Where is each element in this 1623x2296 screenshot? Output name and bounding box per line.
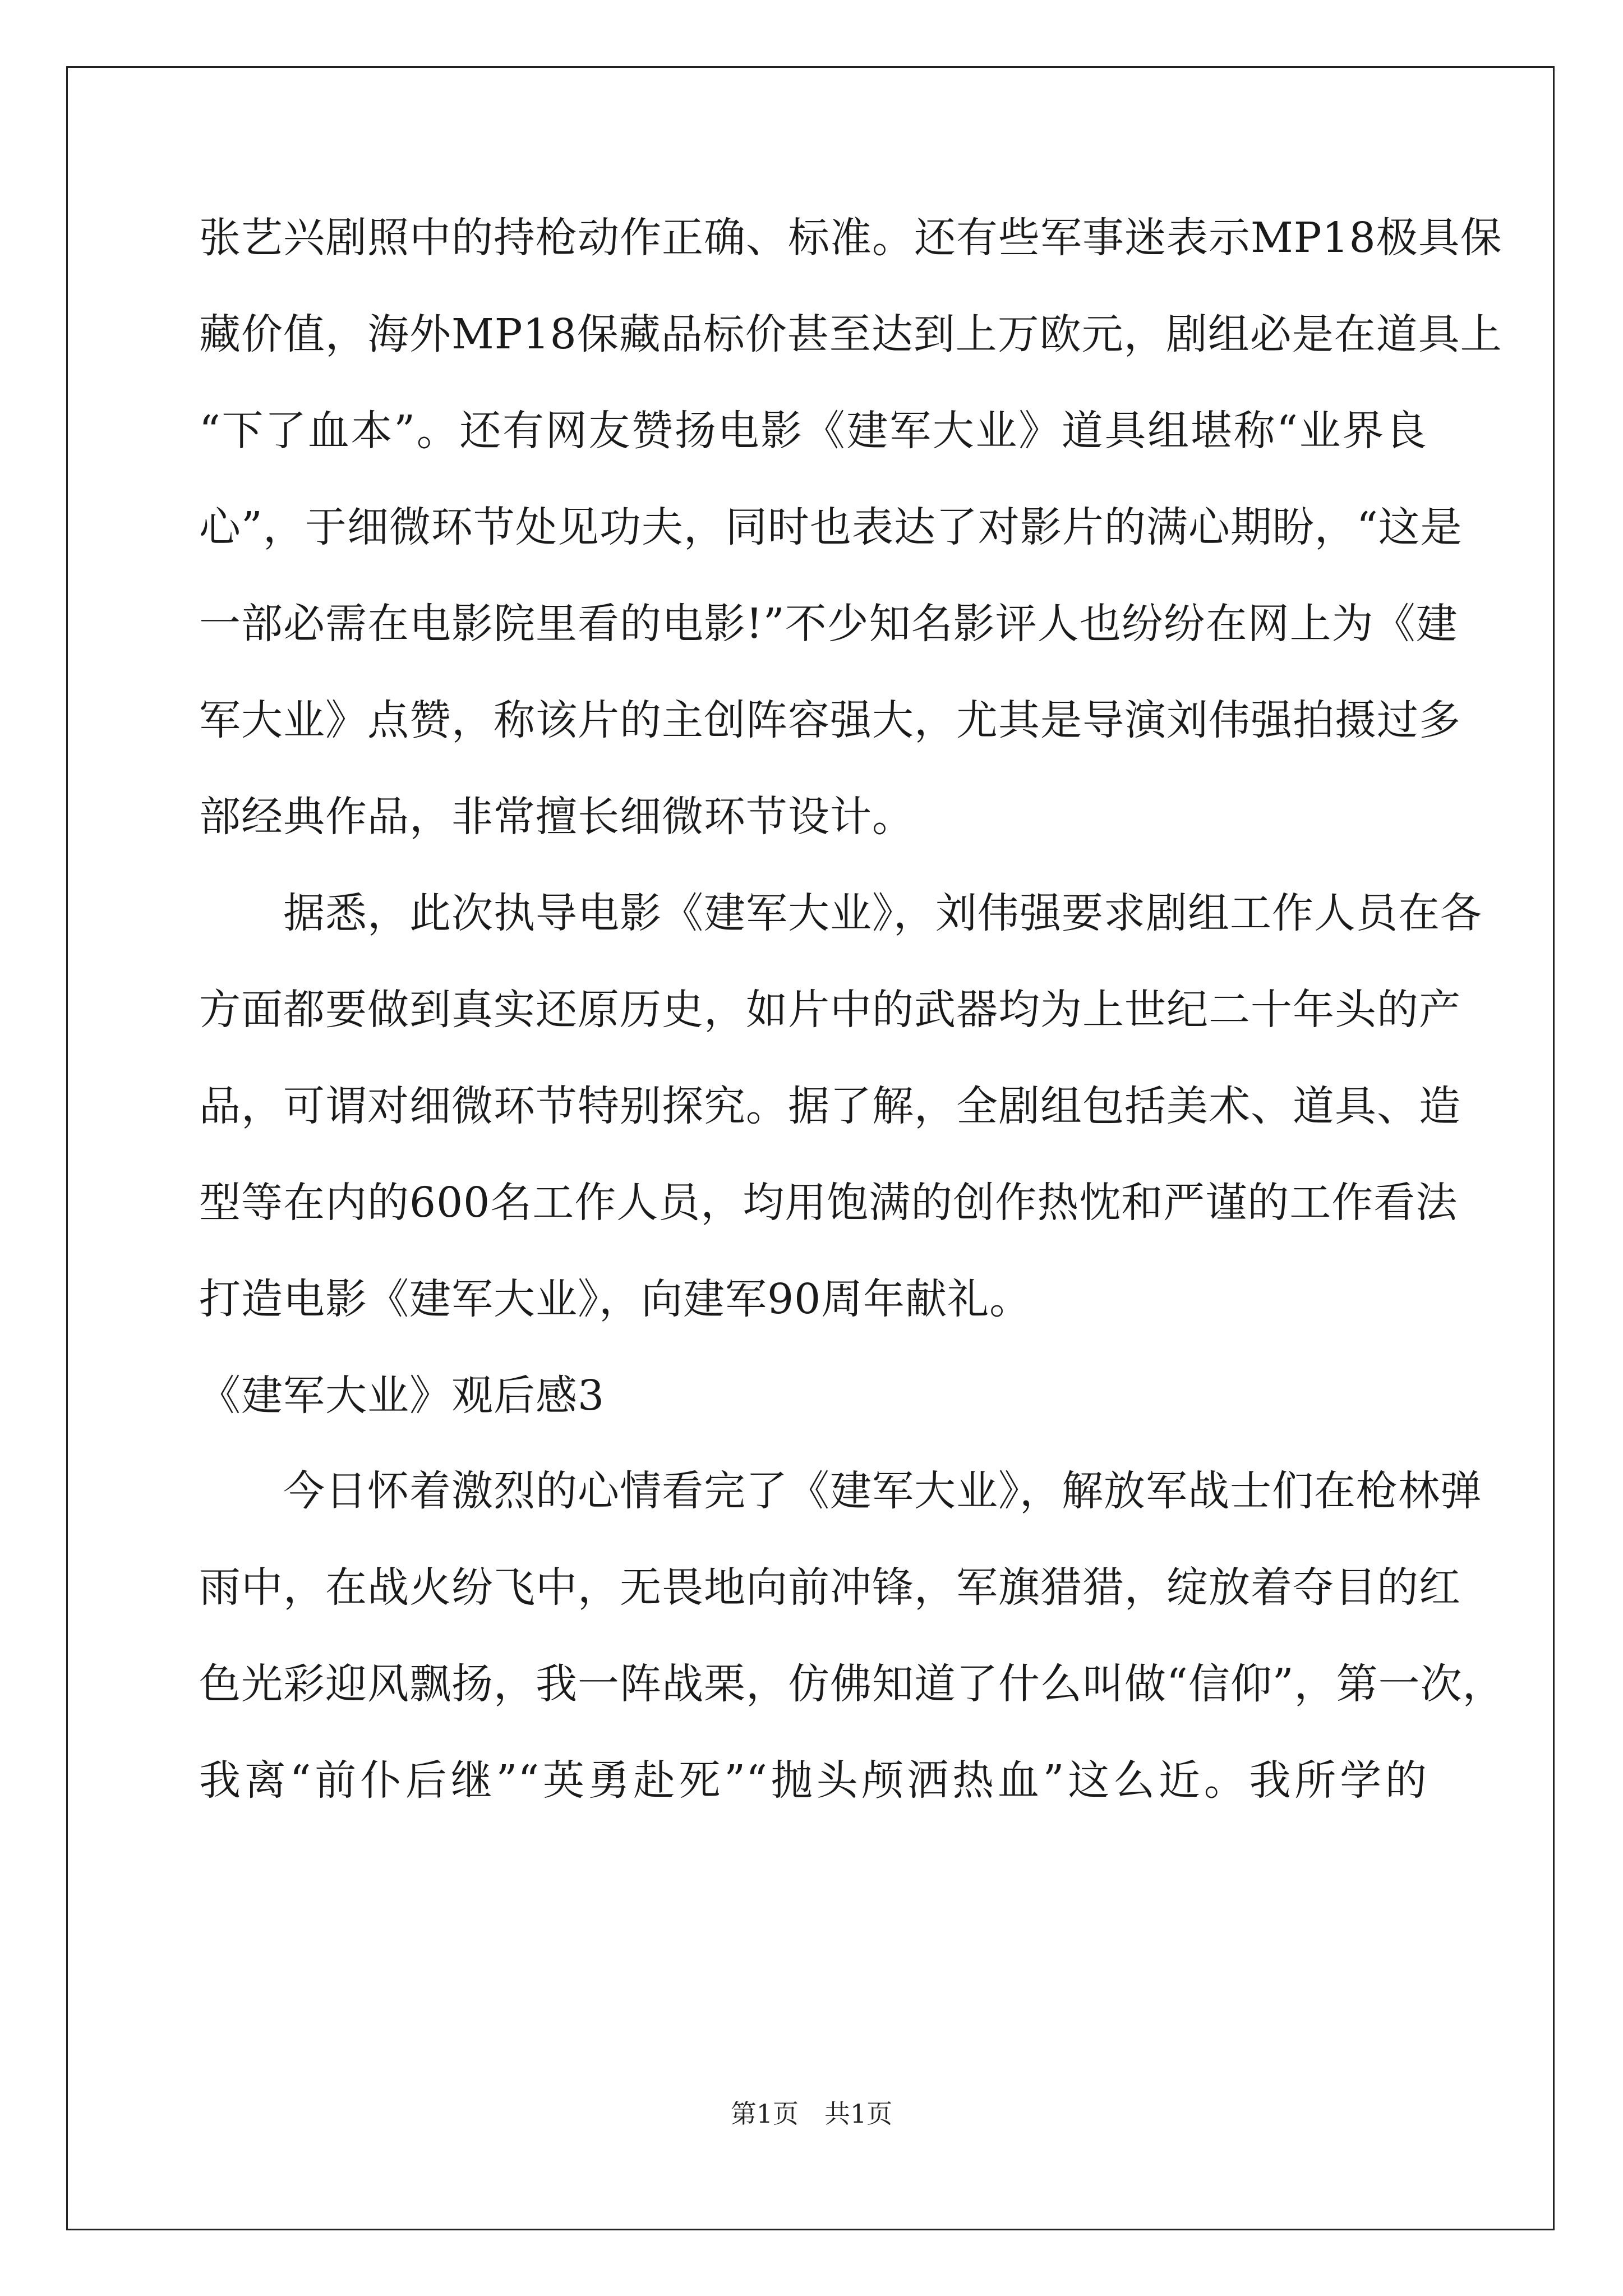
text-line: 心”，于细微环节处见功夫，同时也表达了对影片的满心期盼，“这是 bbox=[199, 503, 1463, 551]
heading-text: 《建军大业》观后感3 bbox=[199, 1372, 605, 1420]
text-line: 我离“前仆后继”“英勇赴死”“抛头颅洒热血”这么近。我所学的 bbox=[199, 1756, 1427, 1805]
text-line: 色光彩迎风飘扬，我一阵战栗，仿佛知道了什么叫做“信仰”，第一次， bbox=[199, 1660, 1505, 1708]
text-line: 打造电影《建军大业》，向建军90周年献礼。 bbox=[199, 1275, 1032, 1323]
text-line: 部经典作品，非常擅长细微环节设计。 bbox=[199, 793, 914, 841]
text-line: 张艺兴剧照中的持枪动作正确、标准。还有些军事迷表示MP18极具保 bbox=[199, 214, 1502, 262]
paragraph-3 bbox=[199, 1465, 1505, 1851]
section-heading bbox=[199, 1370, 1427, 1465]
page-number: 第1页 共1页 bbox=[730, 2099, 893, 2129]
text-line: 据悉，此次执导电影《建军大业》，刘伟强要求剧组工作人员在各 bbox=[283, 889, 1482, 937]
text-line: 型等在内的600名工作人员，均用饱满的创作热忱和严谨的工作看法 bbox=[199, 1179, 1458, 1227]
document-body bbox=[199, 212, 1505, 1851]
paragraph-1 bbox=[199, 212, 1502, 887]
text-line: 品，可谓对细微环节特别探究。据了解，全剧组包括美术、道具、造 bbox=[199, 1082, 1461, 1130]
text-line: 雨中，在战火纷飞中，无畏地向前冲锋，军旗猎猎，绽放着夺目的红 bbox=[199, 1563, 1461, 1612]
text-line: “下了血本”。还有网友赞扬电影《建军大业》道具组堪称“业界良 bbox=[199, 407, 1427, 455]
paragraph-2 bbox=[199, 887, 1482, 1370]
text-line: 军大业》点赞，称该片的主创阵容强大，尤其是导演刘伟强拍摄过多 bbox=[199, 696, 1461, 744]
text-line: 一部必需在电影院里看的电影!”不少知名影评人也纷纷在网上为《建 bbox=[199, 600, 1458, 648]
text-line: 藏价值，海外MP18保藏品标价甚至达到上万欧元，剧组必是在道具上 bbox=[199, 310, 1502, 358]
text-line: 方面都要做到真实还原历史，如片中的武器均为上世纪二十年头的产 bbox=[199, 986, 1461, 1034]
text-line: 今日怀着激烈的心情看完了《建军大业》，解放军战士们在枪林弹 bbox=[283, 1467, 1482, 1515]
